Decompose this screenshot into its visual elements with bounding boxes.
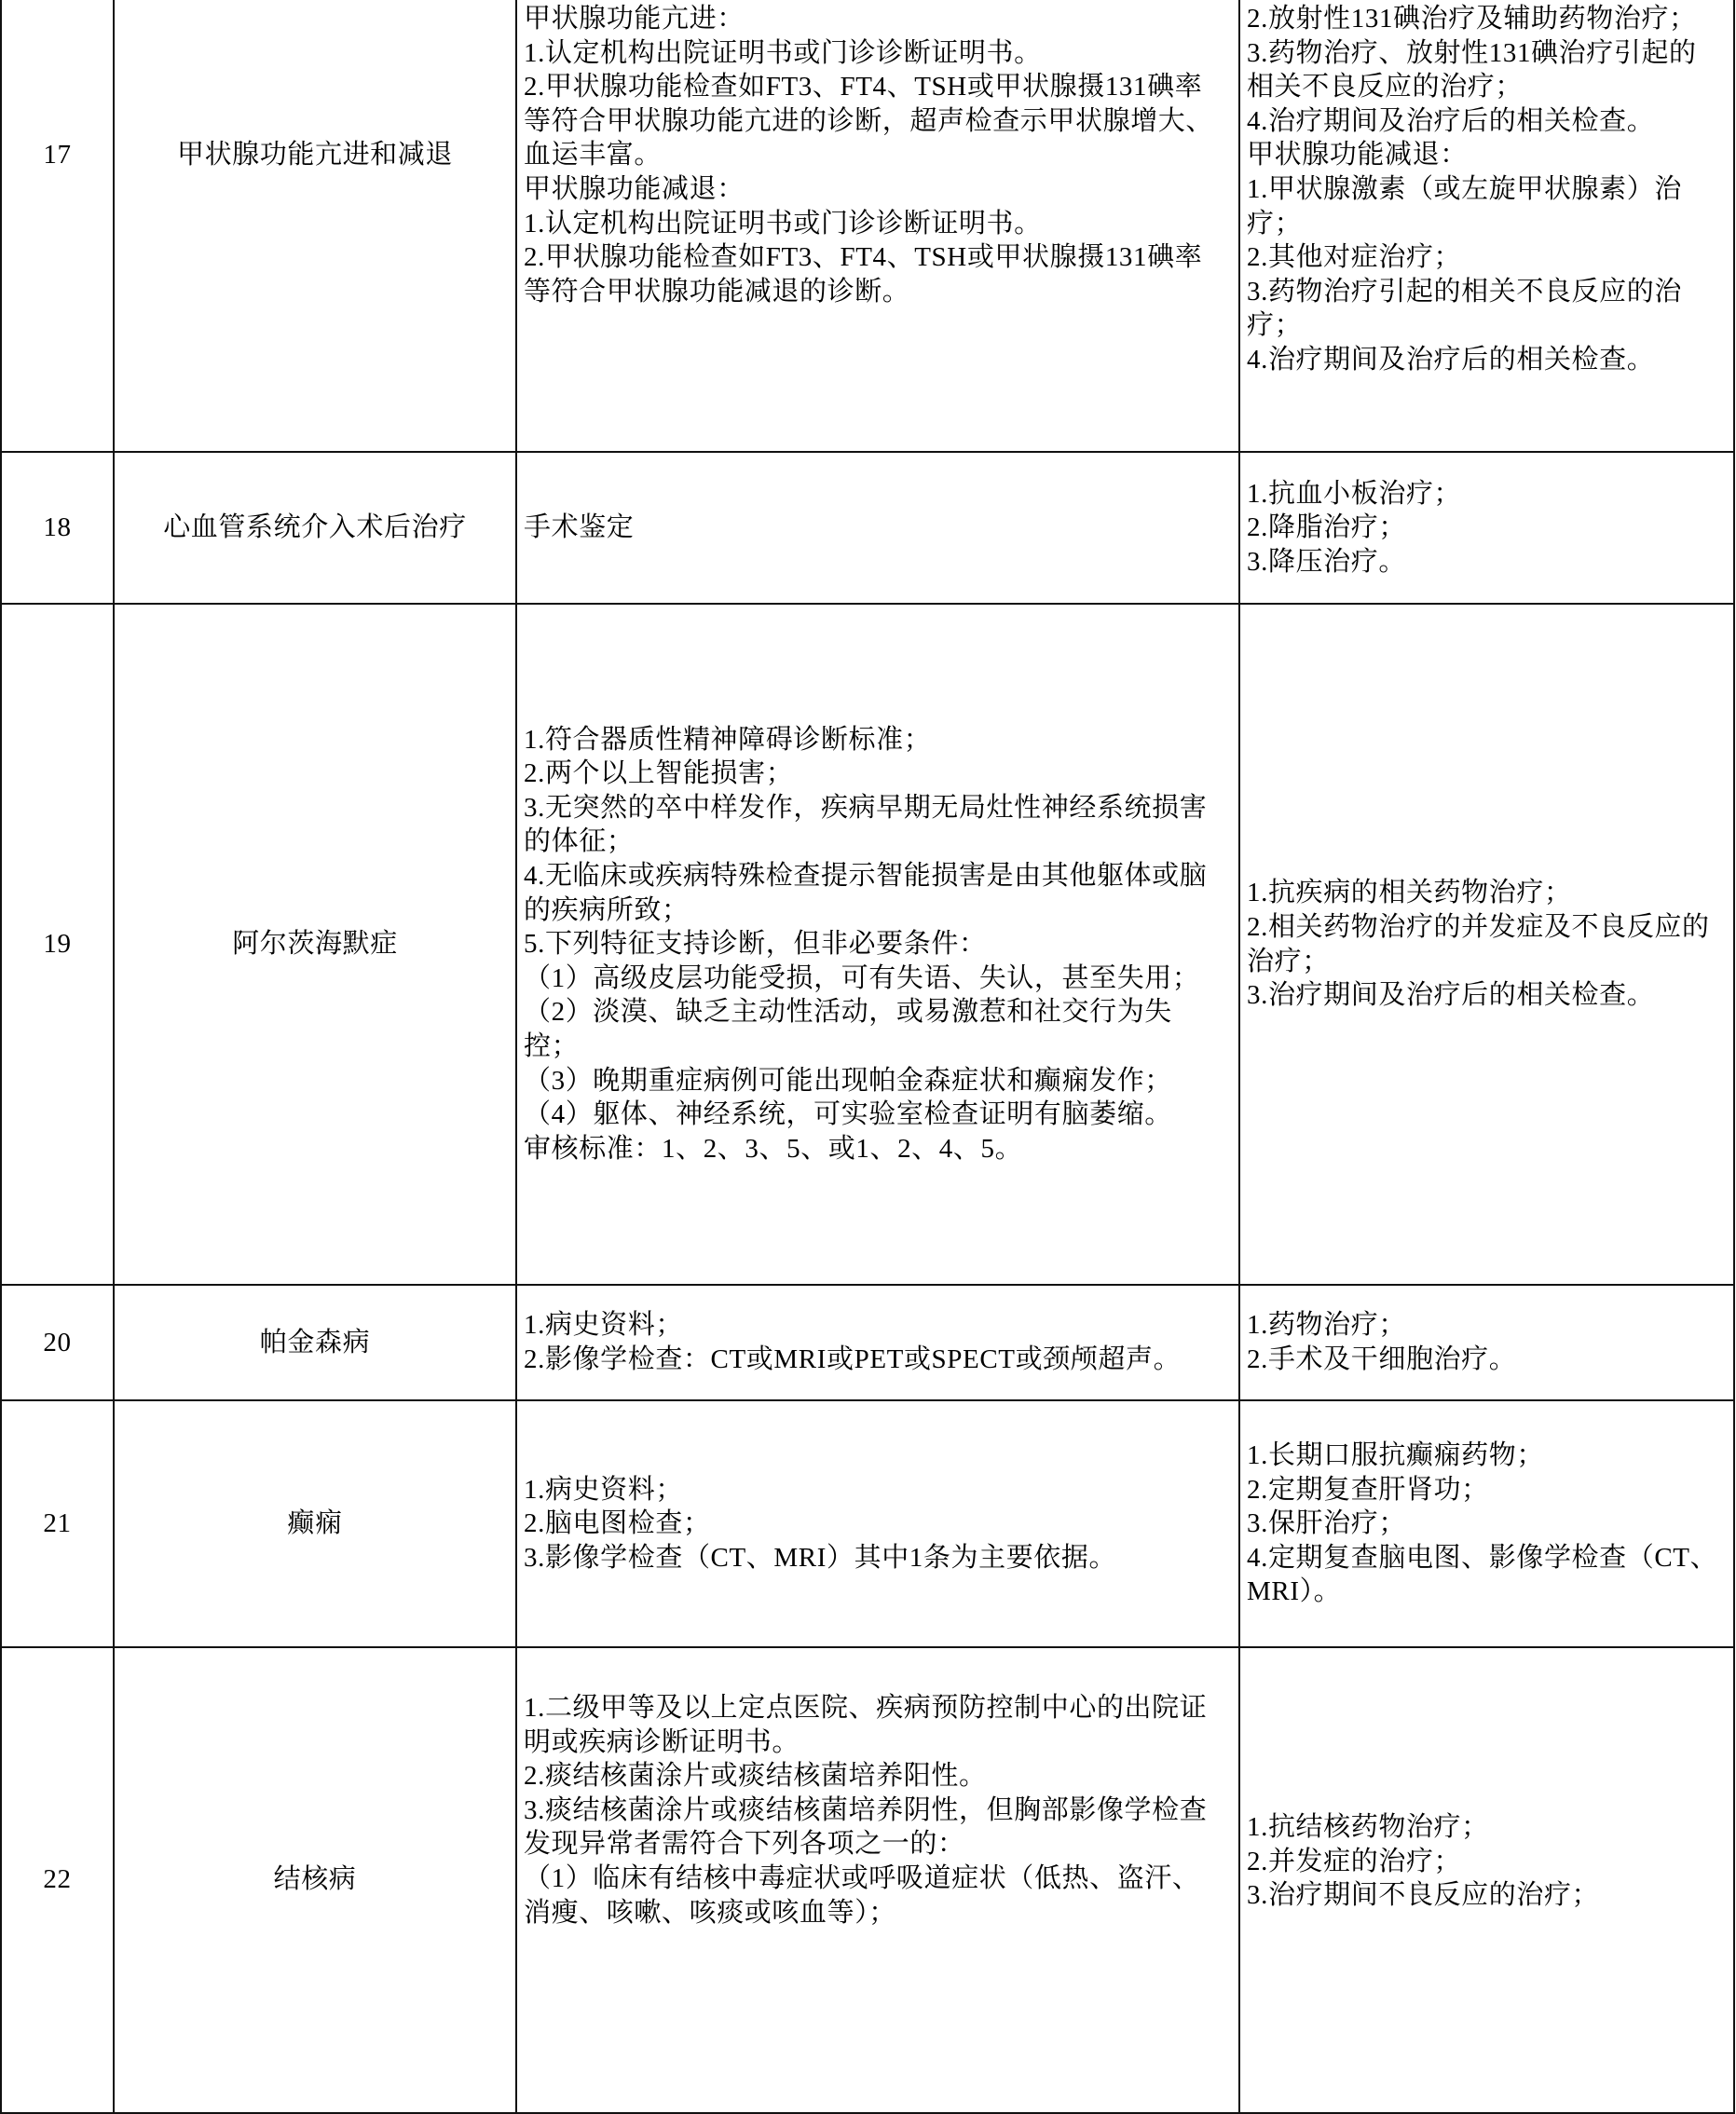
criteria-line: 的体征； [524, 826, 635, 857]
treatment-line: 3.药物治疗、放射性131碘治疗引起的 [1247, 37, 1697, 68]
criteria-line: 发现异常者需符合下列各项之一的： [524, 1829, 965, 1860]
treatment-line: 3.治疗期间不良反应的治疗； [1247, 1880, 1600, 1911]
treatment-line: 甲状腺功能减退： [1247, 140, 1468, 170]
cell-number [0, 453, 115, 605]
table-row [0, 453, 1735, 605]
criteria-line: （1）临床有结核中毒症状或呼吸道症状（低热、盗汗、 [524, 1862, 1200, 1893]
treatment-line: 3.降压治疗。 [1247, 546, 1406, 577]
treatment-line: MRI）。 [1247, 1576, 1342, 1607]
table-row [0, 1286, 1735, 1401]
criteria-line: 2.影像学检查：CT或MRI或PET或SPECT或颈颅超声。 [524, 1344, 1182, 1374]
treatment-line: 2.放射性131碘治疗及辅助药物治疗； [1247, 4, 1697, 34]
treatment-line: 4.治疗期间及治疗后的相关检查。 [1247, 344, 1655, 375]
table-row [0, 1401, 1735, 1648]
criteria-line: 控； [524, 1030, 580, 1061]
criteria-line: 消瘦、咳嗽、咳痰或咳血等）； [524, 1897, 896, 1928]
treatment-line: 疗； [1247, 208, 1303, 239]
treatment-line: 1.长期口服抗癫痫药物； [1247, 1440, 1544, 1471]
cell-criteria [517, 1648, 1240, 2114]
criteria-line: 1.病史资料； [524, 1310, 683, 1341]
cell-number [0, 1401, 115, 1648]
cell-criteria [517, 453, 1240, 605]
table-row [0, 605, 1735, 1286]
disease-name: 癫痫 [287, 1508, 343, 1539]
treatment-line: 疗； [1247, 310, 1303, 341]
criteria-text [524, 1473, 1116, 1575]
cell-disease [115, 605, 517, 1286]
cell-treatment [1240, 605, 1735, 1286]
treatment-line: 2.相关药物治疗的并发症及不良反应的 [1247, 911, 1710, 942]
table-row [0, 1648, 1735, 2114]
treatment-line: 1.抗结核药物治疗； [1247, 1812, 1489, 1842]
treatment-text [1247, 1308, 1516, 1376]
treatment-text [1247, 876, 1710, 1012]
treatment-line: 2.降脂治疗； [1247, 512, 1406, 543]
criteria-line: （1）高级皮层功能受损，可有失语、失认，甚至失用； [524, 962, 1200, 993]
treatment-line: 1.抗血小板治疗； [1247, 478, 1462, 509]
criteria-line: 1.认定机构出院证明书或门诊诊断证明书。 [524, 208, 1042, 239]
treatment-line: 3.治疗期间及治疗后的相关检查。 [1247, 980, 1655, 1011]
treatment-line: 2.定期复查肝肾功； [1247, 1474, 1489, 1505]
row-number: 18 [43, 512, 72, 543]
treatment-line: 相关不良反应的治疗； [1247, 72, 1524, 102]
disease-name: 阿尔茨海默症 [232, 929, 398, 960]
table-row [0, 0, 1735, 453]
cell-treatment [1240, 1401, 1735, 1648]
criteria-line: 2.甲状腺功能检查如FT3、FT4、TSH或甲状腺摄131碘率 [524, 72, 1203, 102]
row-number: 17 [43, 140, 72, 170]
row-number: 21 [43, 1508, 72, 1539]
cell-disease [115, 453, 517, 605]
row-number: 19 [43, 929, 72, 960]
cell-treatment [1240, 1648, 1735, 2114]
criteria-line: 甲状腺功能减退： [524, 173, 745, 204]
criteria-line: 2.痰结核菌涂片或痰结核菌培养阳性。 [524, 1761, 987, 1792]
treatment-line: 1.抗疾病的相关药物治疗； [1247, 878, 1572, 908]
criteria-line: 2.两个以上智能损害； [524, 758, 794, 789]
criteria-line: 血运丰富。 [524, 140, 663, 170]
disease-name: 甲状腺功能亢进和减退 [176, 140, 453, 170]
criteria-text [524, 1308, 1181, 1376]
criteria-line: 甲状腺功能亢进： [524, 4, 745, 34]
criteria-line: 等符合甲状腺功能减退的诊断。 [524, 276, 910, 307]
criteria-text [524, 723, 1207, 1166]
cell-number [0, 1286, 115, 1401]
treatment-line: 3.药物治疗引起的相关不良反应的治 [1247, 276, 1682, 307]
criteria-line: 1.二级甲等及以上定点医院、疾病预防控制中心的出院证 [524, 1693, 1208, 1723]
criteria-line: 3.痰结核菌涂片或痰结核菌培养阴性，但胸部影像学检查 [524, 1794, 1208, 1825]
criteria-line: 的疾病所致； [524, 894, 690, 925]
treatment-text [1247, 1810, 1599, 1913]
cell-criteria [517, 605, 1240, 1286]
cell-criteria [517, 1401, 1240, 1648]
treatment-line: 4.治疗期间及治疗后的相关检查。 [1247, 105, 1655, 136]
row-number: 20 [43, 1327, 72, 1357]
cell-number [0, 605, 115, 1286]
cell-treatment [1240, 1286, 1735, 1401]
criteria-line: 明或疾病诊断证明书。 [524, 1726, 800, 1757]
criteria-line: 1.病史资料； [524, 1474, 683, 1505]
cell-number [0, 0, 115, 453]
cell-disease [115, 0, 517, 453]
criteria-line: 5.下列特征支持诊断，但非必要条件： [524, 929, 987, 960]
cell-disease [115, 1648, 517, 2114]
row-number: 22 [43, 1864, 72, 1894]
treatment-line: 治疗； [1247, 946, 1330, 976]
treatment-line: 1.甲状腺激素（或左旋甲状腺素）治 [1247, 173, 1682, 204]
criteria-line: 1.符合器质性精神障碍诊断标准； [524, 724, 932, 755]
criteria-line: 3.影像学检查（CT、MRI）其中1条为主要依据。 [524, 1542, 1117, 1573]
criteria-line: （2）淡漠、缺乏主动性活动，或易激惹和社交行为失 [524, 997, 1172, 1028]
treatment-line: 2.手术及干细胞治疗。 [1247, 1344, 1517, 1374]
criteria-text [524, 1691, 1207, 1930]
treatment-line: 3.保肝治疗； [1247, 1508, 1406, 1539]
criteria-line: 审核标准：1、2、3、5、或1、2、4、5。 [524, 1133, 1023, 1164]
treatment-line: 1.药物治疗； [1247, 1310, 1406, 1341]
treatment-text [1247, 2, 1697, 377]
treatment-text [1247, 1439, 1717, 1609]
cell-criteria [517, 1286, 1240, 1401]
criteria-line: 等符合甲状腺功能亢进的诊断，超声检查示甲状腺增大、 [524, 105, 1214, 136]
cell-treatment [1240, 0, 1735, 453]
disease-name: 心血管系统介入术后治疗 [163, 512, 467, 543]
criteria-line: 2.甲状腺功能检查如FT3、FT4、TSH或甲状腺摄131碘率 [524, 242, 1203, 273]
criteria-text [524, 511, 634, 545]
treatment-line: 2.并发症的治疗； [1247, 1846, 1462, 1876]
criteria-line: 1.认定机构出院证明书或门诊诊断证明书。 [524, 37, 1042, 68]
treatment-line: 2.其他对症治疗； [1247, 242, 1462, 273]
criteria-line: 手术鉴定 [524, 512, 635, 543]
criteria-line: 4.无临床或疾病特殊检查提示智能损害是由其他躯体或脑 [524, 861, 1208, 892]
criteria-text [524, 2, 1213, 308]
cell-disease [115, 1286, 517, 1401]
cell-criteria [517, 0, 1240, 453]
criteria-line: （3）晚期重症病例可能出现帕金森症状和癫痫发作； [524, 1065, 1172, 1096]
cell-disease [115, 1401, 517, 1648]
criteria-line: （4）躯体、神经系统，可实验室检查证明有脑萎缩。 [524, 1099, 1172, 1130]
disease-name: 结核病 [273, 1864, 357, 1894]
cell-treatment [1240, 453, 1735, 605]
treatment-line: 4.定期复查脑电图、影像学检查（CT、 [1247, 1542, 1718, 1573]
criteria-line: 2.脑电图检查； [524, 1508, 711, 1539]
cell-number [0, 1648, 115, 2114]
treatment-text [1247, 477, 1461, 580]
disease-name: 帕金森病 [259, 1327, 371, 1357]
criteria-line: 3.无突然的卒中样发作，疾病早期无局灶性神经系统损害 [524, 792, 1208, 823]
